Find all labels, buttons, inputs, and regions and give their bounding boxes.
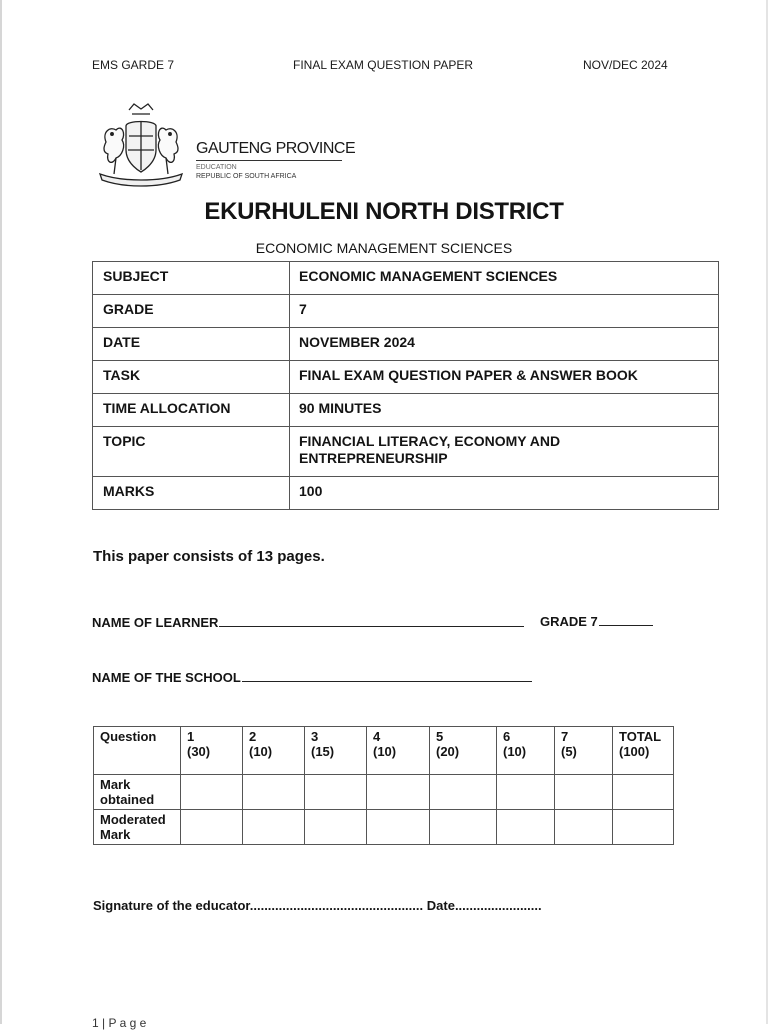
info-value: NOVEMBER 2024 <box>299 334 415 350</box>
mark-cell[interactable] <box>430 775 497 810</box>
date-label: Date <box>426 898 455 913</box>
question-number: 7 <box>561 729 569 744</box>
question-marks: (30) <box>187 744 211 759</box>
question-marks: (10) <box>503 744 527 759</box>
question-number: 1 <box>187 729 195 744</box>
grade-field[interactable] <box>599 613 653 626</box>
mark-cell[interactable] <box>613 810 674 845</box>
info-row-subject <box>93 262 719 295</box>
info-label: DATE <box>103 334 141 350</box>
mark-cell[interactable] <box>555 775 613 810</box>
info-label: MARKS <box>103 483 155 499</box>
question-col-4 <box>367 727 430 775</box>
question-marks: (5) <box>561 744 577 759</box>
question-number: TOTAL <box>619 729 662 744</box>
province-name: GAUTENG PROVINCE <box>196 140 356 157</box>
header-left: EMS GARDE 7 <box>92 58 175 72</box>
signature-line <box>93 898 542 913</box>
marks-table <box>93 726 674 845</box>
question-marks: (10) <box>373 744 397 759</box>
grade-label: GRADE 7 <box>540 614 598 629</box>
info-row-date <box>93 328 719 361</box>
country-name: REPUBLIC OF SOUTH AFRICA <box>196 173 297 180</box>
info-label: TASK <box>103 367 141 383</box>
date-field[interactable]: ........................ <box>454 898 542 913</box>
question-col-7 <box>555 727 613 775</box>
info-row-time-allocation <box>93 394 719 427</box>
question-col-3 <box>305 727 367 775</box>
question-marks: (20) <box>436 744 460 759</box>
question-col-total <box>613 727 674 775</box>
question-col-2 <box>243 727 305 775</box>
department-name: EDUCATION <box>196 164 237 171</box>
logo-divider <box>196 160 342 161</box>
school-name-field[interactable] <box>242 669 532 682</box>
question-number: 5 <box>436 729 444 744</box>
info-label: TIME ALLOCATION <box>103 400 231 416</box>
info-value: FINAL EXAM QUESTION PAPER & ANSWER BOOK <box>299 367 638 383</box>
question-number: 3 <box>311 729 319 744</box>
school-name-label: NAME OF THE SCHOOL <box>92 670 241 685</box>
mark-cell[interactable] <box>181 810 243 845</box>
marks-header-row <box>94 727 674 775</box>
info-value: 90 MINUTES <box>299 400 382 416</box>
page-footer: 1 | P a g e <box>92 1016 147 1030</box>
learner-name-line <box>92 614 524 630</box>
coat-of-arms-logo <box>92 102 190 188</box>
question-number: 4 <box>373 729 381 744</box>
exam-info-table <box>92 261 719 510</box>
question-marks: (10) <box>249 744 273 759</box>
info-value: 100 <box>299 483 323 499</box>
question-header: Question <box>94 727 181 775</box>
mark-cell[interactable] <box>497 810 555 845</box>
question-number: 6 <box>503 729 511 744</box>
header-right: NOV/DEC 2024 <box>583 58 668 72</box>
question-marks: (100) <box>619 744 650 759</box>
info-row-grade <box>93 295 719 328</box>
moderated-mark-label: Moderated Mark <box>94 810 181 845</box>
info-row-task <box>93 361 719 394</box>
question-col-5 <box>430 727 497 775</box>
mark-cell[interactable] <box>243 775 305 810</box>
mark-cell[interactable] <box>181 775 243 810</box>
mark-cell[interactable] <box>243 810 305 845</box>
school-name-line <box>92 669 532 685</box>
header-center: FINAL EXAM QUESTION PAPER <box>293 58 474 72</box>
mark-cell[interactable] <box>367 810 430 845</box>
info-label: TOPIC <box>103 433 146 449</box>
info-value: FINANCIAL LITERACY, ECONOMY AND ENTREPRENEURSHIP <box>299 433 561 466</box>
district-title: EKURHULENI NORTH DISTRICT <box>204 198 564 225</box>
mark-obtained-row <box>94 775 674 810</box>
info-row-marks <box>93 477 719 510</box>
subject-subtitle: ECONOMIC MANAGEMENT SCIENCES <box>255 240 513 256</box>
question-col-6 <box>497 727 555 775</box>
mark-cell[interactable] <box>555 810 613 845</box>
learner-name-field[interactable] <box>219 614 524 627</box>
pages-note: This paper consists of 13 pages. <box>93 548 325 565</box>
mark-obtained-label: Mark obtained <box>94 775 181 810</box>
info-label: SUBJECT <box>103 268 169 284</box>
info-label: GRADE <box>103 301 154 317</box>
moderated-mark-row <box>94 810 674 845</box>
grade-line <box>540 613 653 629</box>
question-marks: (15) <box>311 744 335 759</box>
mark-cell[interactable] <box>367 775 430 810</box>
question-number: 2 <box>249 729 257 744</box>
mark-cell[interactable] <box>305 810 367 845</box>
info-value: ECONOMIC MANAGEMENT SCIENCES <box>299 268 558 284</box>
mark-cell[interactable] <box>497 775 555 810</box>
learner-name-label: NAME OF LEARNER <box>92 615 219 630</box>
page-edge <box>0 0 2 1024</box>
mark-cell[interactable] <box>613 775 674 810</box>
info-row-topic <box>93 427 719 477</box>
mark-cell[interactable] <box>305 775 367 810</box>
educator-signature-field[interactable]: ................................................ <box>249 898 424 913</box>
question-col-1 <box>181 727 243 775</box>
info-value: 7 <box>299 301 307 317</box>
educator-signature-label: Signature of the educator <box>93 898 250 913</box>
mark-cell[interactable] <box>430 810 497 845</box>
